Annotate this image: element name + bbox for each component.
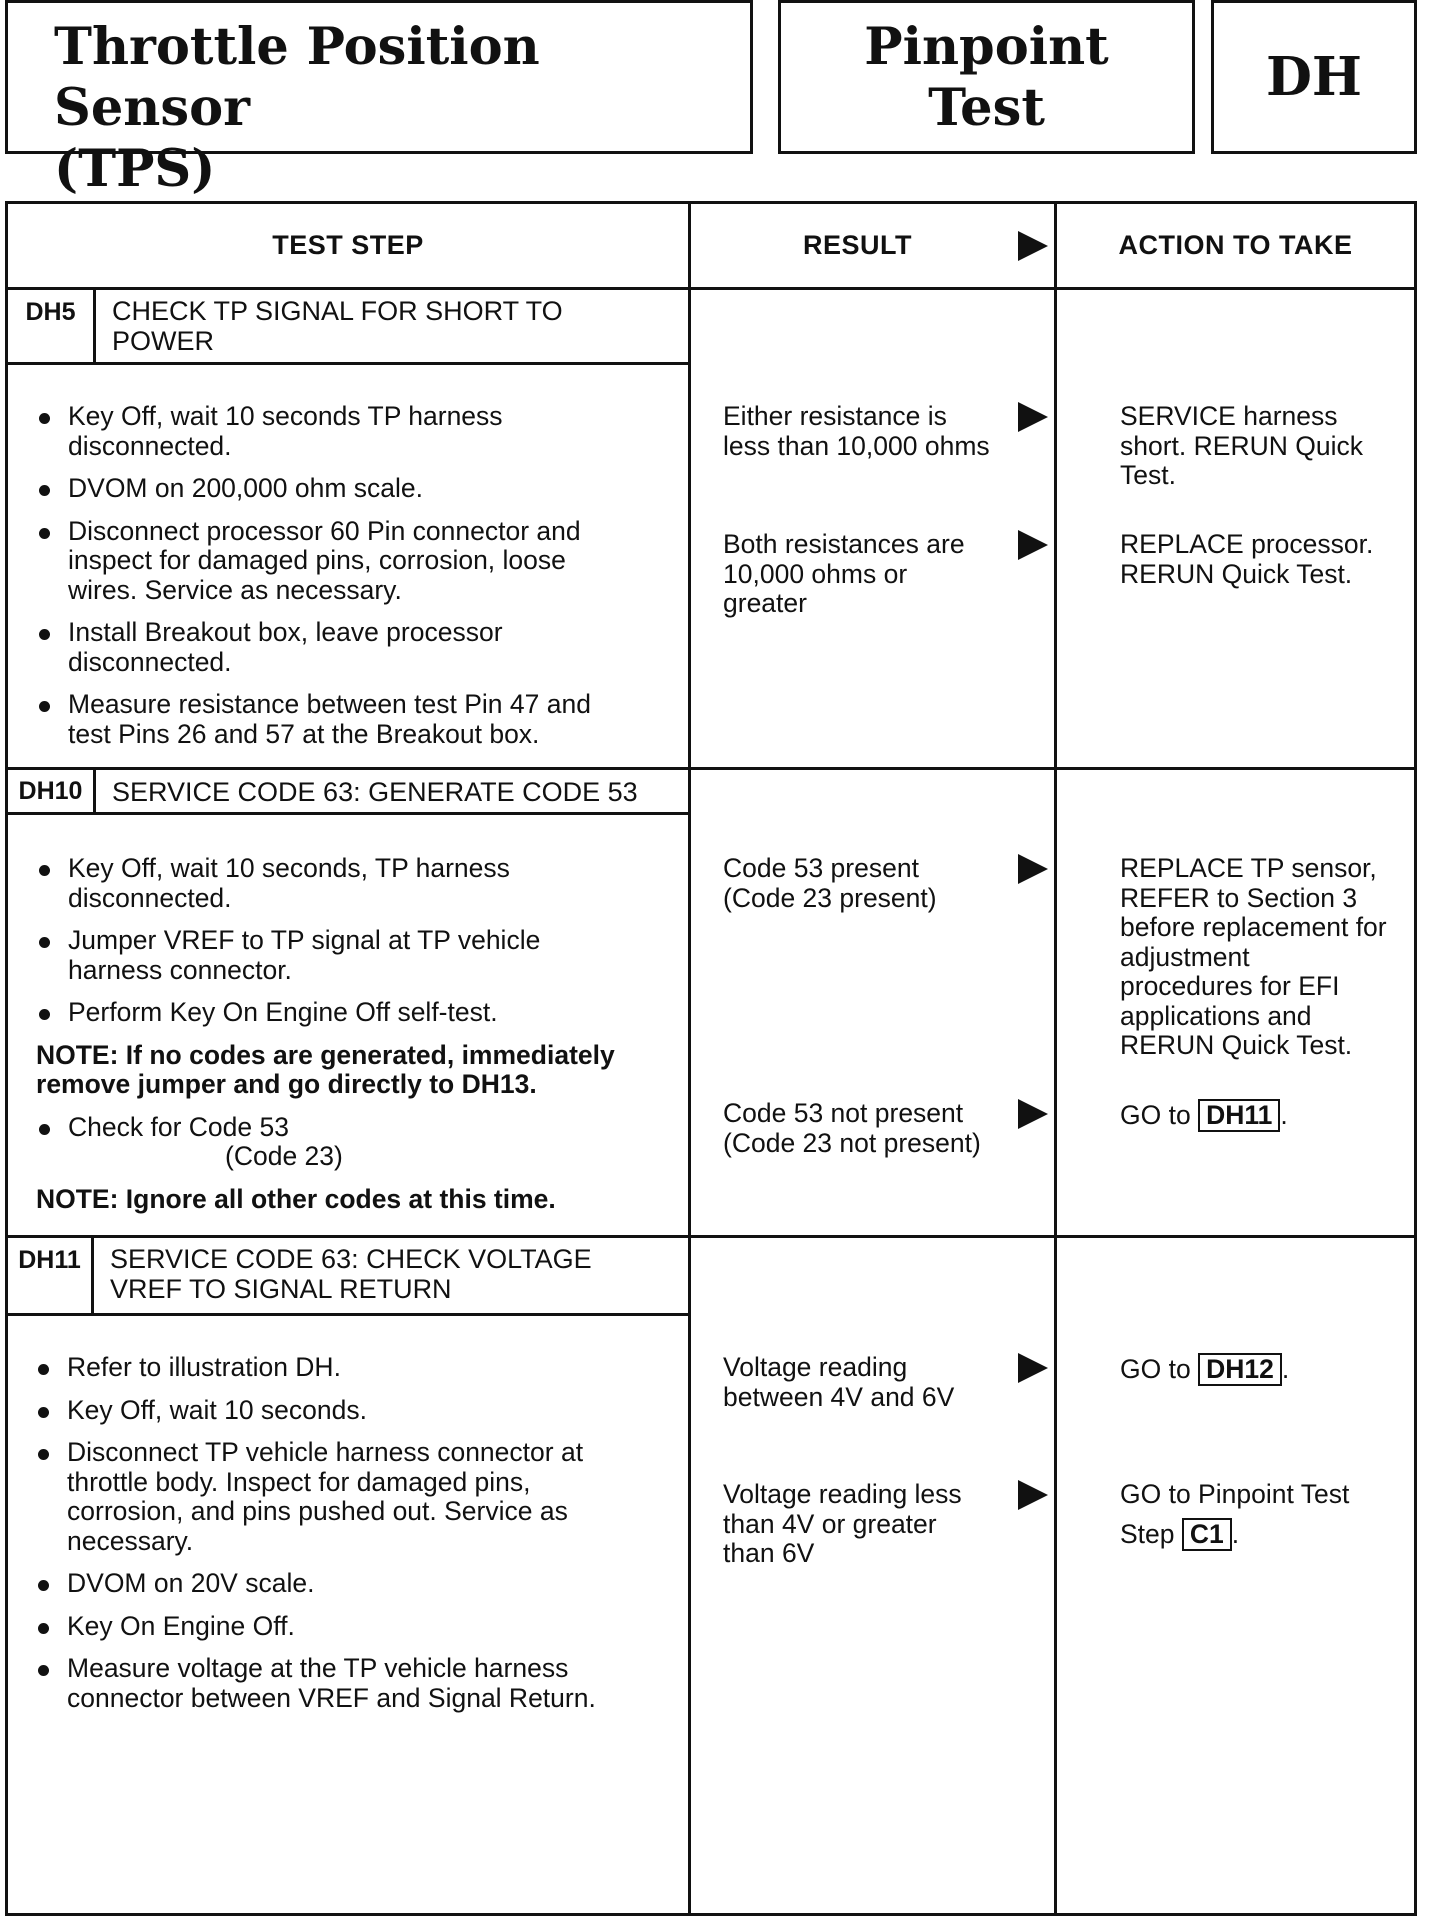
- action-item: GO to DH12 .: [1120, 1354, 1290, 1384]
- step-title: [112, 290, 563, 356]
- step-reference-dh12[interactable]: DH12: [1198, 1353, 1282, 1386]
- page-title-line1: Throttle Position Sensor: [54, 17, 540, 138]
- instruction-item: Jumper VREF to TP signal at TP vehicle harness connector.: [36, 926, 681, 985]
- instruction-item: Refer to illustration DH.: [35, 1353, 680, 1383]
- page-title-line2: (TPS): [54, 139, 216, 199]
- test-type-line1: Pinpoint: [864, 17, 1109, 77]
- instruction-item: Key On Engine Off.: [35, 1612, 680, 1642]
- column-divider-1: [688, 204, 691, 1913]
- step-header-dh5: [8, 290, 688, 365]
- pinpoint-table: [5, 201, 1417, 1916]
- instruction-item: Key Off, wait 10 seconds, TP harness disconnected.: [36, 854, 681, 913]
- test-code-box: [1211, 0, 1417, 154]
- arrow-icon: [1018, 1099, 1048, 1129]
- arrow-icon: [1018, 1480, 1048, 1510]
- step-title-line: POWER: [112, 326, 215, 356]
- step-title-line: SERVICE CODE 63: GENERATE CODE 53: [112, 777, 638, 807]
- instruction-item: DVOM on 200,000 ohm scale.: [36, 474, 681, 504]
- note: NOTE: If no codes are generated, immediately remove jumper and go directly to DH13.: [36, 1039, 615, 1099]
- instruction-item: Install Breakout box, leave processor disconnected.: [36, 618, 681, 677]
- step-reference-dh11[interactable]: DH11: [1198, 1099, 1280, 1132]
- step-instructions-dh10: [36, 854, 681, 1227]
- test-type-line2: Test: [928, 78, 1045, 138]
- action-item: REPLACE processor. RERUN Quick Test.: [1120, 529, 1374, 589]
- test-type-box: [778, 0, 1195, 154]
- instruction-item: Key Off, wait 10 seconds TP harness disconnected.: [36, 402, 681, 461]
- result-item: Either resistance is less than 10,000 ohms: [723, 401, 990, 461]
- step-title: [110, 1238, 592, 1304]
- column-header-test-step: TEST STEP: [272, 230, 424, 260]
- action-item: GO to DH11 .: [1120, 1100, 1288, 1130]
- instruction-item: Measure voltage at the TP vehicle harness connector between VREF and Signal Return.: [35, 1654, 680, 1713]
- column-divider-2: [1054, 204, 1057, 1913]
- arrow-icon: [1018, 530, 1048, 560]
- step-title: [112, 770, 638, 807]
- result-item: Code 53 not present (Code 23 not present): [723, 1098, 981, 1158]
- instruction-item: Key Off, wait 10 seconds.: [35, 1396, 680, 1426]
- instruction-item: Perform Key On Engine Off self-test.: [36, 998, 681, 1028]
- instruction-item: Disconnect TP vehicle harness connector at throttle body. Inspect for damaged pins, corrosion, and pins pushed out. Service as necessary.: [35, 1438, 680, 1556]
- step-instructions-dh5: [36, 402, 681, 762]
- step-reference-c1[interactable]: C1: [1182, 1518, 1232, 1551]
- arrow-icon: [1018, 1353, 1048, 1383]
- result-item: Voltage reading between 4V and 6V: [723, 1352, 955, 1412]
- action-item: REPLACE TP sensor, REFER to Section 3 before replacement for adjustment procedures for EFI applications and RERUN Quick Test.: [1120, 853, 1387, 1060]
- step-number: DH5: [8, 290, 96, 362]
- result-item: Both resistances are 10,000 ohms or greater: [723, 529, 965, 618]
- note: NOTE: Ignore all other codes at this time.: [36, 1183, 556, 1214]
- step-header-dh11: [8, 1238, 688, 1316]
- arrow-icon: [1018, 231, 1048, 261]
- result-item: Code 53 present (Code 23 present): [723, 853, 937, 913]
- action-item: SERVICE harness short. RERUN Quick Test.: [1120, 401, 1363, 490]
- column-header-action: ACTION TO TAKE: [1118, 230, 1353, 260]
- instruction-item: DVOM on 20V scale.: [35, 1569, 680, 1599]
- step-title-line: VREF TO SIGNAL RETURN: [110, 1274, 452, 1304]
- step-number: DH11: [8, 1238, 94, 1313]
- step-title-line: SERVICE CODE 63: CHECK VOLTAGE: [110, 1244, 592, 1274]
- step-title-line: CHECK TP SIGNAL FOR SHORT TO: [112, 296, 563, 326]
- instruction-item: Check for Code 53 (Code 23): [36, 1113, 681, 1172]
- arrow-icon: [1018, 854, 1048, 884]
- step-header-dh10: [8, 770, 688, 815]
- step-number: DH10: [8, 770, 96, 812]
- arrow-icon: [1018, 402, 1048, 432]
- instruction-item: Disconnect processor 60 Pin connector and inspect for damaged pins, corrosion, loose wires. Service as necessary.: [36, 517, 681, 606]
- column-header-result: RESULT: [803, 230, 912, 260]
- test-code: DH: [1265, 46, 1363, 108]
- instruction-item: Measure resistance between test Pin 47 and test Pins 26 and 57 at the Breakout box.: [36, 690, 681, 749]
- title-box: [5, 0, 753, 199]
- action-item: GO to Pinpoint Test Step C1 .: [1120, 1479, 1350, 1549]
- step-instructions-dh11: [35, 1353, 680, 1726]
- result-item: Voltage reading less than 4V or greater than 6V: [723, 1479, 962, 1568]
